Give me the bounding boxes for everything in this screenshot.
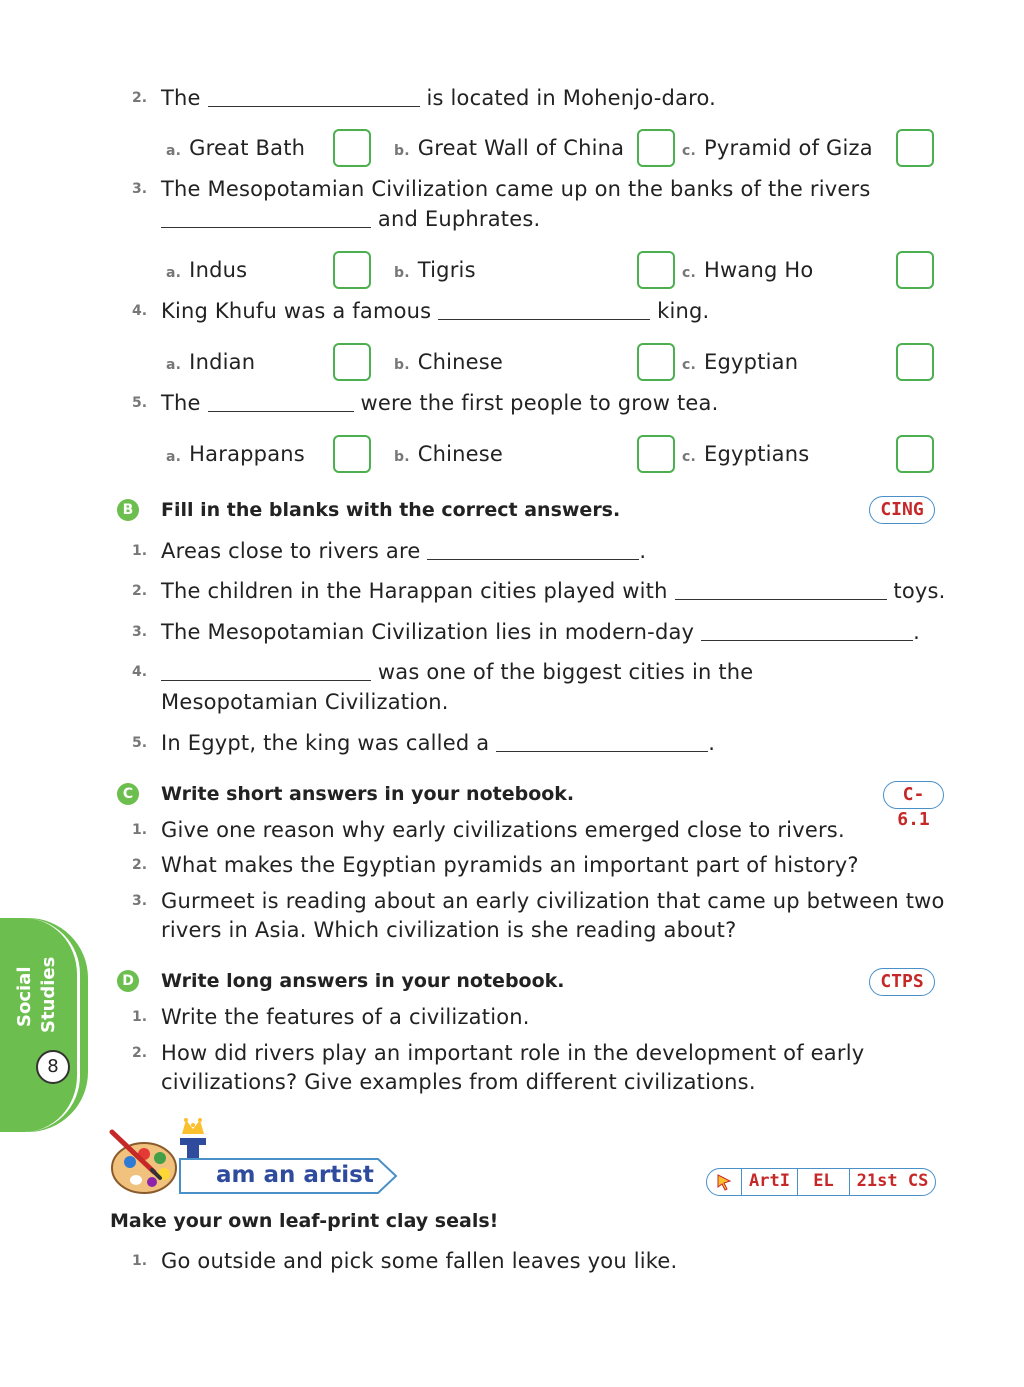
option-c-checkbox[interactable] [896,343,934,381]
item-number: 2. [132,1045,148,1061]
fill-blank-item-1: Areas close to rivers are . [161,539,647,563]
answer-blank[interactable] [208,85,420,107]
answer-blank[interactable] [496,730,708,752]
section-heading: Write short answers in your notebook. [161,783,575,805]
item-number: 2. [132,583,148,599]
option-c-checkbox[interactable] [896,251,934,289]
answer-blank[interactable] [161,659,371,681]
question-text-before: The [161,86,201,110]
subject-label-line1: Social [14,966,35,1027]
option-a-checkbox[interactable] [333,129,371,167]
short-answer-item-1: Give one reason why early civilizations emerged close to rivers. [161,818,845,842]
short-answer-item-3-line2: rivers in Asia. Which civilization is she reading about? [161,918,737,942]
answer-blank[interactable] [161,206,371,228]
option-b-checkbox[interactable] [637,343,675,381]
palette-icon [108,1128,180,1196]
fill-blank-item-3: The Mesopotamian Civilization lies in modern-day . [161,620,920,644]
option-c: c. Egyptians [682,442,810,466]
section-badge: B [117,499,139,521]
item-number: 1. [132,1253,148,1269]
short-answer-item-3: Gurmeet is reading about an early civilization that came up between two [161,889,945,913]
option-a-checkbox[interactable] [333,343,371,381]
item-number: 1. [132,822,148,838]
fill-blank-item-4: was one of the biggest cities in the [161,657,753,687]
answer-blank[interactable] [427,538,639,560]
short-answer-item-2: What makes the Egyptian pyramids an important part of history? [161,853,859,877]
question-number: 2. [132,90,148,106]
answer-blank[interactable] [701,619,913,641]
item-number: 1. [132,543,148,559]
question-text-after: is located in Mohenjo-daro. [426,86,717,110]
section-badge: D [117,970,139,992]
option-b: b. Great Wall of China [394,136,625,160]
option-a-checkbox[interactable] [333,435,371,473]
item-number: 1. [132,1009,148,1025]
long-answer-item-2: How did rivers play an important role in the development of early [161,1041,865,1065]
option-a-checkbox[interactable] [333,251,371,289]
skill-tag: EL [797,1169,849,1195]
section-heading: Fill in the blanks with the correct answers. [161,499,621,521]
item-number: 4. [132,664,148,680]
option-b: b. Tigris [394,258,476,282]
artist-skill-tags [706,1168,936,1196]
option-c: c. Pyramid of Giza [682,136,873,160]
question-text-line1: The Mesopotamian Civilization came up on the banks of the rivers [161,177,871,201]
option-c-checkbox[interactable] [896,129,934,167]
cursor-icon [707,1169,741,1195]
subject-label-line2: Studies [38,956,59,1033]
item-number: 3. [132,624,148,640]
question-number: 5. [132,395,148,411]
page-number: 8 [36,1050,70,1084]
option-a: a. Great Bath [166,136,306,160]
option-c-checkbox[interactable] [896,435,934,473]
section-badge: C [117,783,139,805]
skill-code-tag: CING [869,496,935,524]
skill-tag: 21st CS [849,1169,935,1195]
question-text [161,83,716,113]
option-c: c. Hwang Ho [682,258,814,282]
skill-tag: ArtI [741,1169,797,1195]
option-c: c. Egyptian [682,350,799,374]
fill-blank-item-4-line2: Mesopotamian Civilization. [161,690,449,714]
section-heading: Write long answers in your notebook. [161,970,565,992]
item-number: 5. [132,735,148,751]
skill-code-tag: C-6.1 [883,781,944,809]
option-b-checkbox[interactable] [637,129,675,167]
question-text-line2: and Euphrates. [161,204,540,234]
question-number: 3. [132,181,148,197]
option-b-checkbox[interactable] [637,251,675,289]
activity-step-1: Go outside and pick some fallen leaves you like. [161,1249,678,1273]
answer-blank[interactable] [208,390,354,412]
option-b: b. Chinese [394,350,504,374]
fill-blank-item-5: In Egypt, the king was called a . [161,731,716,755]
fill-blank-item-2: The children in the Harappan cities played with toys. [161,579,946,603]
answer-blank[interactable] [675,578,887,600]
option-b: b. Chinese [394,442,504,466]
item-number: 3. [132,893,148,909]
big-letter [0,0,1,1]
option-a: a. Harappans [166,442,305,466]
question-text: King Khufu was a famous king. [161,299,710,323]
activity-subheading: Make your own leaf-print clay seals! [110,1210,499,1232]
question-text: The were the first people to grow tea. [161,391,719,415]
artist-title: am an artist [216,1162,374,1188]
item-number: 2. [132,857,148,873]
long-answer-item-1: Write the features of a civilization. [161,1005,530,1029]
option-a: a. Indian [166,350,256,374]
long-answer-item-2-line2: civilizations? Give examples from different civilizations. [161,1070,756,1094]
question-number: 4. [132,303,148,319]
option-a: a. Indus [166,258,248,282]
option-b-checkbox[interactable] [637,435,675,473]
answer-blank[interactable] [438,298,650,320]
skill-code-tag: CTPS [869,968,935,996]
subject-label [6,955,76,1035]
